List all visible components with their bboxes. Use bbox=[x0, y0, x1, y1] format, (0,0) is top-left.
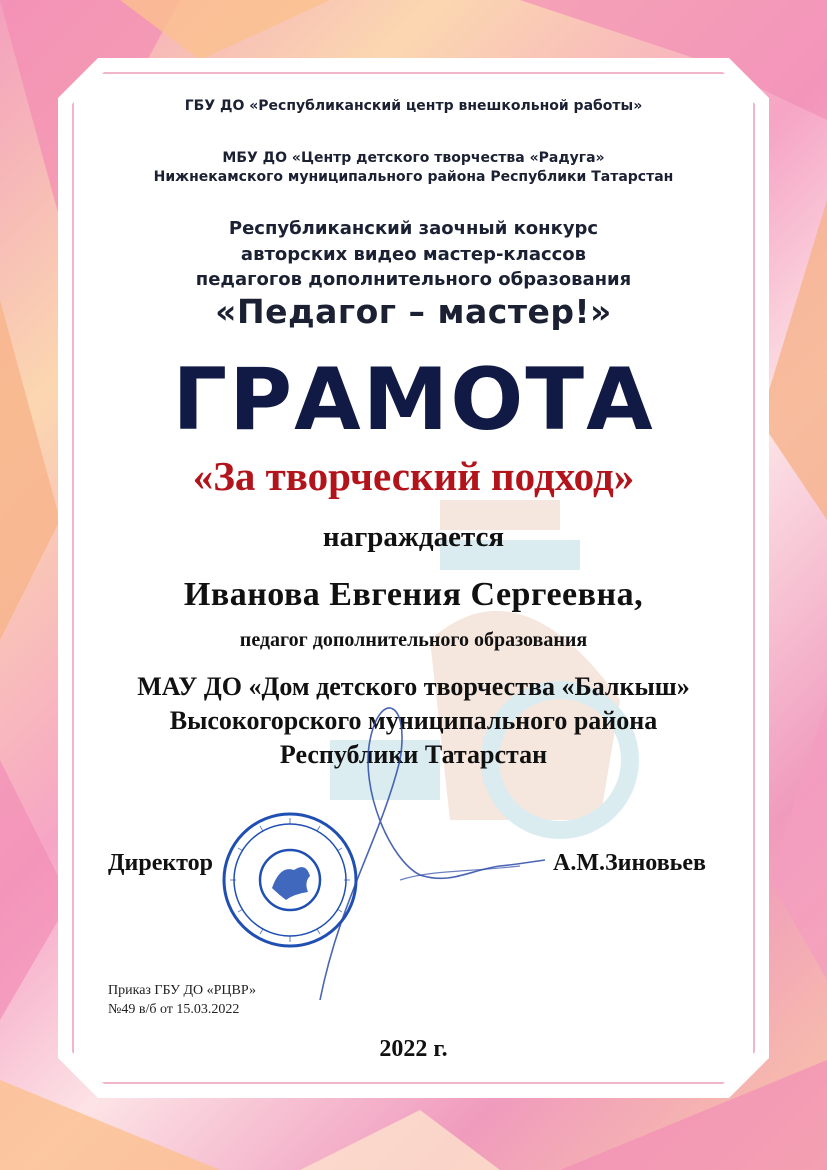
nomination: «За творческий подход» bbox=[192, 453, 635, 499]
contest-line-1: Республиканский заочный конкурс bbox=[228, 218, 599, 239]
contest-line-3: педагогов дополнительного образования bbox=[195, 269, 632, 290]
recipient-organization-1: МАУ ДО «Дом детского творчества «Балкыш» bbox=[137, 672, 690, 701]
recipient-name: Иванова Евгения Сергеевна, bbox=[183, 576, 644, 613]
order-reference-2: №49 в/б от 15.03.2022 bbox=[108, 1002, 240, 1017]
recipient-organization-3: Республики Татарстан bbox=[279, 740, 548, 769]
contest-name: «Педагог – мастер!» bbox=[215, 292, 612, 331]
director-name: А.М.Зиновьев bbox=[553, 850, 706, 876]
certificate-year: 2022 г. bbox=[379, 1036, 448, 1062]
recipient-organization-2: Высокогорского муниципального района bbox=[169, 706, 658, 735]
awarded-text: награждается bbox=[322, 521, 505, 553]
recipient-position: педагог дополнительного образования bbox=[239, 629, 588, 651]
official-stamp bbox=[220, 810, 360, 950]
order-reference-1: Приказ ГБУ ДО «РЦВР» bbox=[108, 983, 257, 998]
certificate-title: ГРАМОТА bbox=[172, 350, 655, 450]
header-organization-3: Нижнекамского муниципального района Республики Татарстан bbox=[153, 169, 674, 185]
header-organization-1: ГБУ ДО «Республиканский центр внешкольной работы» bbox=[184, 98, 643, 114]
director-label: Директор bbox=[108, 850, 213, 876]
contest-line-2: авторских видео мастер-классов bbox=[240, 244, 587, 265]
header-organization-2: МБУ ДО «Центр детского творчества «Радуга» bbox=[222, 150, 605, 166]
